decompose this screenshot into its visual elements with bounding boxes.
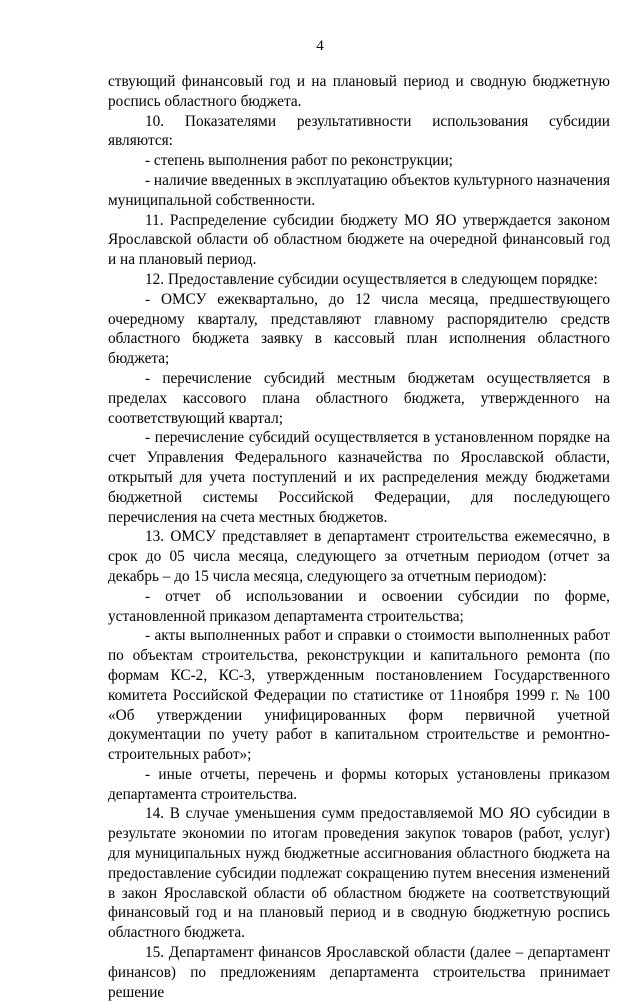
paragraph: 10. Показателями результативности использования субсидии являются: [108, 112, 610, 150]
paragraph: 11. Распределение субсидии бюджету МО ЯО утверждается законом Ярославской области об областном бюджете на очередной финансовый год и на плановый период. [108, 211, 610, 269]
paragraph: 12. Предоставление субсидии осуществляется в следующем порядке: [145, 270, 598, 288]
paragraph: 13. ОМСУ представляет в департамент строительства ежемесячно, в срок до 05 числа месяца, следующего за отчетным периодом (отчет за декабрь – до 15 числа месяца, следующего за отчетным периодом): [108, 528, 610, 585]
list-item: - степень выполнения работ по реконструкции; [145, 152, 453, 170]
paragraph: 14. В случае уменьшения сумм предоставляемой МО ЯО субсидии в результате экономии по итогам проведения закупок товаров (работ, услуг) для муниципальных нужд бюджетные ассигнования областного бюджета на предоставление субсидии подлежат сокращению путем внесения изменений в закон Ярославской области об областном бюджете на соответствующий финансовый год и на плановый период и в сводную бюджетную роспись областного бюджета. [108, 805, 610, 942]
paragraph: ствующий финансовый год и на плановый период и сводную бюджетную роспись областного бюджета. [108, 73, 610, 110]
list-item: - перечисление субсидий местным бюджетам осуществляется в пределах кассового плана областного бюджета, утвержденного на соответствующий квартал; [108, 369, 610, 427]
list-item: - отчет об использовании и освоении субсидии по форме, установленной приказом департамента строительства; [108, 587, 610, 625]
list-item: - иные отчеты, перечень и формы которых установлены приказом департамента строительства. [108, 765, 610, 803]
list-item: - акты выполненных работ и справки о стоимости выполненных работ по объектам строительства, реконструкции и капитального ремонта (по формам КС-2, КС-3, утвержденным постановлением Государственного комитета Российской Федерации по статистике от 11ноября 1999 г. № 100 «Об утверждении унифицированных форм первичной учетной документации по учету работ в капитальном строительстве и ремонтно-строительных работ»; [108, 627, 610, 764]
list-item: - ОМСУ ежеквартально, до 12 числа месяца, предшествующего очередному кварталу, представляют главному распорядителю средств областного бюджета заявку в кассовый план исполнения областного бюджета; [108, 290, 610, 368]
paragraph: 15. Департамент финансов Ярославской области (далее – департамент финансов) по предложениям департамента строительства принимает решение [108, 944, 610, 1001]
document-body [108, 72, 610, 1002]
list-item: - перечисление субсидий осуществляется в установленном порядке на счет Управления Федерального казначейства по Ярославской области, открытый для учета поступлений и их распределения между бюджетами бюджетной системы Российской Федерации, для последующего перечисления на счета местных бюджетов. [108, 429, 610, 526]
page-number: 4 [316, 38, 324, 54]
list-item: - наличие введенных в эксплуатацию объектов культурного назначения муниципальной собственности. [108, 171, 611, 209]
